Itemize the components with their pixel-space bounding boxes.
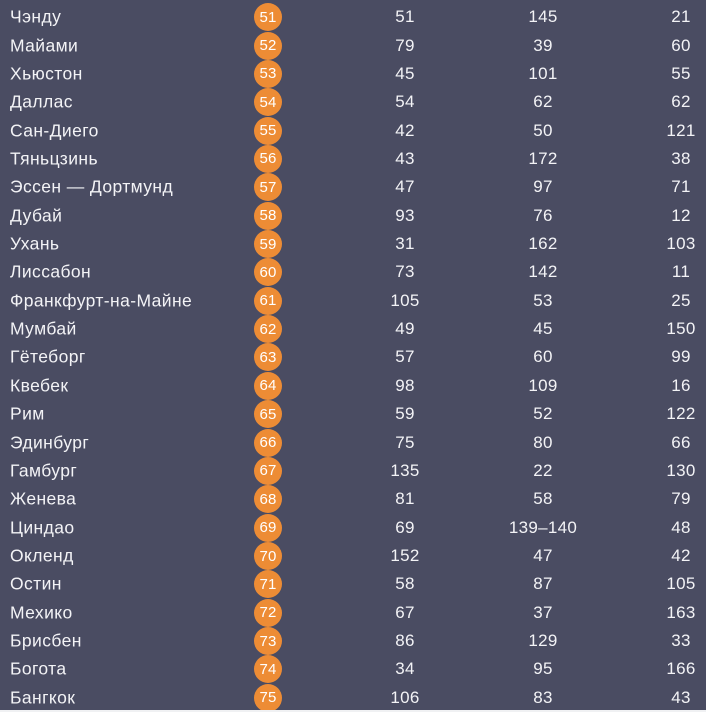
value-col3: 16 [671, 375, 691, 395]
value-col3: 42 [671, 546, 691, 565]
value-col3: 60 [671, 35, 691, 55]
value-col1: 105 [390, 290, 420, 310]
value-col2: 45 [533, 319, 553, 339]
value-col1: 67 [395, 602, 415, 622]
table-row [0, 400, 706, 428]
city-name: Майами [10, 35, 79, 56]
city-name: Женева [10, 488, 77, 509]
value-col2: 22 [533, 460, 553, 480]
value-col3: 12 [671, 205, 691, 225]
value-col1: 57 [395, 347, 415, 367]
rank-badge: 55 [254, 117, 282, 145]
value-col3: 71 [671, 177, 691, 197]
value-col1: 69 [395, 517, 415, 537]
table-row [0, 570, 706, 598]
value-col1: 106 [390, 687, 420, 707]
value-col2: 50 [533, 120, 553, 140]
rank-badge: 62 [254, 315, 282, 343]
value-col1: 49 [395, 319, 415, 339]
value-col3: 43 [671, 687, 691, 707]
value-col3: 163 [666, 602, 696, 622]
table-row [0, 485, 706, 513]
rank-badge: 67 [254, 457, 282, 485]
rank-badge: 72 [254, 599, 282, 627]
value-col3: 11 [671, 262, 691, 282]
value-col3: 38 [671, 148, 691, 168]
city-name: Бангкок [10, 687, 76, 708]
rank-badge: 66 [254, 429, 282, 457]
value-col2: 53 [533, 290, 553, 310]
city-name: Гётеборг [10, 346, 86, 367]
value-col2: 145 [528, 7, 558, 27]
value-col2: 162 [528, 234, 558, 254]
value-col1: 93 [395, 205, 415, 225]
rank-badge: 58 [254, 202, 282, 230]
value-col2: 47 [533, 546, 553, 565]
value-col1: 59 [395, 404, 415, 424]
value-col1: 98 [395, 375, 415, 395]
table-row [0, 287, 706, 315]
rank-badge: 61 [254, 287, 282, 315]
rank-badge: 73 [254, 627, 282, 655]
city-name: Окленд [10, 545, 74, 566]
value-col2: 101 [528, 63, 558, 83]
rank-badge: 74 [254, 655, 282, 683]
value-col1: 86 [395, 631, 415, 651]
value-col1: 34 [395, 659, 415, 679]
table-row [0, 258, 706, 286]
rank-badge: 63 [254, 343, 282, 371]
rank-badge: 52 [254, 32, 282, 60]
table-row [0, 627, 706, 655]
city-name: Лиссабон [10, 261, 92, 282]
rank-badge: 59 [254, 230, 282, 258]
value-col2: 62 [533, 92, 553, 112]
value-col3: 130 [666, 460, 696, 480]
city-name: Циндао [10, 517, 75, 538]
table-row [0, 88, 706, 116]
value-col3: 66 [671, 432, 691, 452]
table-row [0, 343, 706, 371]
value-col2: 172 [528, 148, 558, 168]
value-col1: 75 [395, 432, 415, 452]
value-col3: 105 [666, 574, 696, 594]
value-col2: 37 [533, 602, 553, 622]
table-row [0, 684, 706, 712]
table-row [0, 655, 706, 683]
value-col2: 52 [533, 404, 553, 424]
table-row [0, 457, 706, 485]
value-col1: 79 [395, 35, 415, 55]
value-col2: 76 [533, 205, 553, 225]
value-col1: 54 [395, 92, 415, 112]
value-col3: 79 [671, 489, 691, 509]
rank-badge: 54 [254, 88, 282, 116]
value-col3: 25 [671, 290, 691, 310]
rank-badge: 75 [254, 684, 282, 712]
value-col1: 51 [395, 7, 415, 27]
city-name: Хьюстон [10, 63, 83, 84]
city-name: Эссен — Дортмунд [10, 176, 174, 197]
rank-badge: 56 [254, 145, 282, 173]
table-row [0, 60, 706, 88]
table-row [0, 428, 706, 456]
table-row [0, 145, 706, 173]
value-col3: 48 [671, 517, 691, 537]
value-col3: 103 [666, 234, 696, 254]
table-row [0, 372, 706, 400]
table-row [0, 513, 706, 541]
table-row [0, 599, 706, 627]
rank-badge: 69 [254, 514, 282, 542]
value-col1: 135 [390, 460, 420, 480]
value-col1: 42 [395, 120, 415, 140]
value-col2: 139–140 [508, 517, 578, 537]
value-col1: 45 [395, 63, 415, 83]
city-name: Рим [10, 403, 45, 424]
value-col1: 31 [395, 234, 415, 254]
value-col3: 121 [666, 120, 696, 140]
rank-badge: 53 [254, 60, 282, 88]
value-col1: 152 [390, 546, 420, 565]
value-col1: 73 [395, 262, 415, 282]
city-name: Брисбен [10, 630, 82, 651]
rank-badge: 64 [254, 372, 282, 400]
city-name: Тяньцзинь [10, 148, 98, 169]
value-col2: 97 [533, 177, 553, 197]
rank-badge: 51 [254, 3, 282, 31]
city-name: Дубай [10, 205, 63, 226]
value-col1: 43 [395, 148, 415, 168]
city-name: Остин [10, 573, 62, 594]
value-col2: 109 [528, 375, 558, 395]
value-col3: 99 [671, 347, 691, 367]
table-row [0, 3, 706, 31]
rank-badge: 70 [254, 542, 282, 570]
value-col2: 80 [533, 432, 553, 452]
value-col3: 62 [671, 92, 691, 112]
rank-badge: 57 [254, 173, 282, 201]
value-col2: 129 [528, 631, 558, 651]
rank-badge: 60 [254, 258, 282, 286]
city-name: Гамбург [10, 460, 78, 481]
city-name: Сан-Диего [10, 120, 99, 141]
value-col3: 166 [666, 659, 696, 679]
city-name: Богота [10, 658, 67, 679]
table-body [0, 3, 706, 712]
city-name: Ухань [10, 233, 60, 254]
value-col3: 21 [671, 7, 691, 27]
rank-badge: 65 [254, 400, 282, 428]
value-col1: 81 [395, 489, 415, 509]
value-col3: 150 [666, 319, 696, 339]
table-row [0, 31, 706, 59]
table-row [0, 542, 706, 570]
city-name: Даллас [10, 91, 73, 112]
table-row [0, 230, 706, 258]
value-col3: 55 [671, 63, 691, 83]
value-col3: 122 [666, 404, 696, 424]
rank-badge: 68 [254, 485, 282, 513]
table-row [0, 173, 706, 201]
city-name: Мумбай [10, 318, 77, 339]
table-row [0, 315, 706, 343]
value-col2: 60 [533, 347, 553, 367]
value-col3: 33 [671, 631, 691, 651]
value-col2: 58 [533, 489, 553, 509]
value-col2: 142 [528, 262, 558, 282]
city-name: Франкфурт-на-Майне [10, 290, 193, 311]
value-col2: 39 [533, 35, 553, 55]
city-name: Квебек [10, 375, 69, 396]
city-name: Эдинбург [10, 432, 90, 453]
table-row [0, 116, 706, 144]
value-col2: 95 [533, 659, 553, 679]
value-col2: 87 [533, 574, 553, 594]
table-row [0, 202, 706, 230]
rank-badge: 71 [254, 570, 282, 598]
value-col1: 47 [395, 177, 415, 197]
value-col2: 83 [533, 687, 553, 707]
city-name: Мехико [10, 602, 73, 623]
value-col1: 58 [395, 574, 415, 594]
city-name: Чэнду [10, 6, 62, 27]
